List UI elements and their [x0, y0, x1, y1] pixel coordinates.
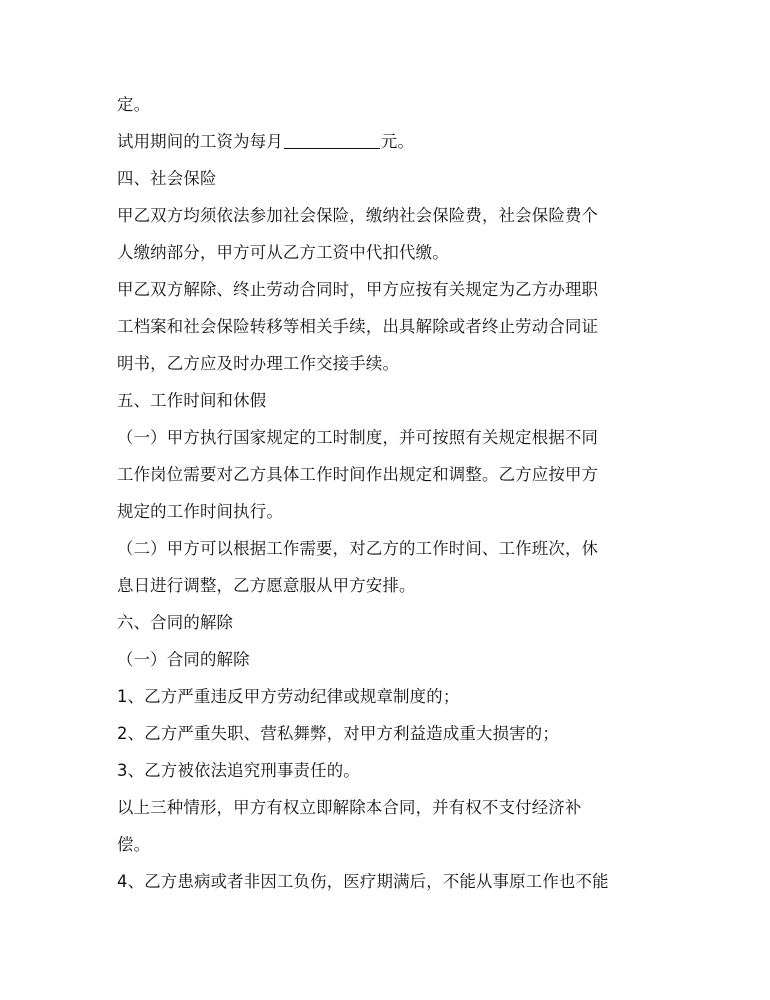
text-line: 偿。 [117, 835, 151, 854]
text-line: 明书，乙方应及时办理工作交接手续。 [117, 354, 400, 373]
text-line: 规定的工作时间执行。 [117, 502, 283, 521]
salary-label: 试用期间的工资为每月 [117, 132, 283, 151]
text-line: （一）甲方执行国家规定的工时制度，并可按照有关规定根据不同 [117, 428, 599, 447]
salary-unit: 元。 [380, 132, 415, 151]
text-line: （二）甲方可以根据工作需要，对乙方的工作时间、工作班次，休 [117, 539, 599, 558]
section-heading-social-insurance: 四、社会保险 [117, 169, 217, 188]
text-line: 人缴纳部分，甲方可从乙方工资中代扣代缴。 [117, 243, 449, 262]
list-item: 4、乙方患病或者非因工负伤，医疗期满后，不能从事原工作也不能 [117, 872, 609, 891]
list-item: 2、乙方严重失职、营私舞弊，对甲方利益造成重大损害的； [117, 724, 559, 743]
salary-line [117, 123, 662, 160]
text-line: 工档案和社会保险转移等相关手续，出具解除或者终止劳动合同证 [117, 317, 599, 336]
document-body [117, 86, 662, 900]
list-item: 3、乙方被依法追究刑事责任的。 [117, 761, 360, 780]
text-line: 甲乙双方均须依法参加社会保险，缴纳社会保险费，社会保险费个 [117, 206, 599, 225]
text-line: 息日进行调整，乙方愿意服从甲方安排。 [117, 576, 416, 595]
text-line: 以上三种情形，甲方有权立即解除本合同，并有权不支付经济补 [117, 798, 582, 817]
text-line: 定。 [117, 95, 151, 114]
subsection-heading: （一）合同的解除 [117, 650, 250, 669]
section-heading-work-hours: 五、工作时间和休假 [117, 391, 267, 410]
salary-blank[interactable] [284, 131, 380, 149]
text-line: 甲乙双方解除、终止劳动合同时，甲方应按有关规定为乙方办理职 [117, 280, 599, 299]
text-line: 工作岗位需要对乙方具体工作时间作出规定和调整。乙方应按甲方 [117, 465, 599, 484]
list-item: 1、乙方严重违反甲方劳动纪律或规章制度的； [117, 687, 460, 706]
section-heading-termination: 六、合同的解除 [117, 613, 234, 632]
